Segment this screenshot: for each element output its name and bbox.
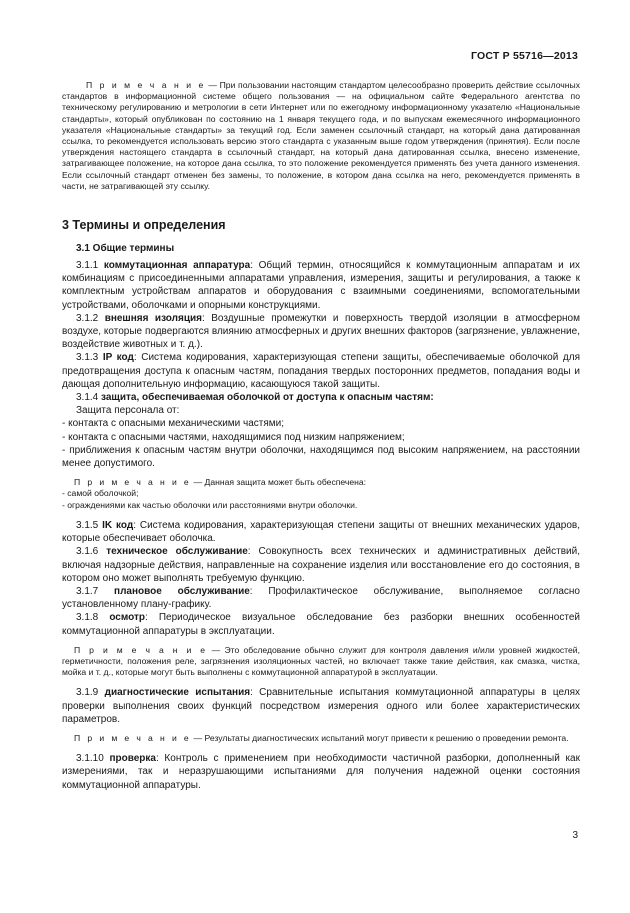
term-name: IP код	[102, 352, 134, 364]
page-number: 3	[572, 830, 578, 841]
term-number: 3.1.3	[76, 352, 103, 364]
term-definition: : Совокупность всех технических и административных действий, включая надзорные действия, направленные на сохранение изделия или восстановление его до состояния, в котором оно может выполнять требуемую функцию.	[62, 546, 580, 584]
term-number: 3.1.9	[76, 687, 105, 699]
term-3-1-3	[62, 351, 580, 391]
note-3-1-9	[62, 733, 580, 744]
term-definition: : Периодическое визуальное обследование без разборки внешних особенностей коммутационной аппаратуры в эксплуатации.	[62, 612, 580, 637]
note-text: — При пользовании настоящим стандартом целесообразно проверить действие ссылочных стандартов в информационной системе общего пользования — на официальном сайте Федерального агентства по техническому регулированию и метрологии в сети Интернет или по ежегодному информационному указателю «Национальные стандарты», который опубликован по состоянию на 1 января текущего года, и по выпускам ежемесячного информационного указателя «Национальные стандарты» за текущий год. Если заменен ссылочный стандарт, на который дана датированная ссылка, то рекомендуется использовать версию этого стандарта с указанным выше годом утверждения (принятия). Если после утверждения настоящего стандарта в ссылочный стандарт, на который дана датированная ссылка, внесено изменение, затрагивающее положение, на которое дана ссылка, то это положение рекомендуется применять без учета данного изменения. Если ссылочный стандарт отменен без замены, то положение, в котором дана ссылка на него, рекомендуется применять в части, не затрагивающей эту ссылку.	[62, 80, 580, 191]
term-name: коммутационная аппаратура	[103, 260, 251, 272]
note-text: — Результаты диагностических испытаний могут привести к решению о проведении ремонта.	[191, 732, 569, 743]
term-name: техническое обслуживание	[106, 546, 248, 558]
list-item: - контакта с опасными механическими частями;	[62, 418, 285, 430]
list-item: - контакта с опасными частями, находящимися под низким напряжением;	[62, 431, 405, 443]
term-name: плановое обслуживание	[114, 585, 250, 597]
note-text: — Это обследование обычно служит для контроля давления и/или уровней жидкостей, герметичности, положения реле, загрязнения изоляционных частей, но включает также такие действия, как смазка, чистка, мойка и т. д., которые могут быть выполнены с коммутационной аппаратурой в эксплуатации.	[62, 644, 580, 678]
term-name: защита, обеспечиваемая оболочкой от доступа к опасным частям:	[101, 392, 434, 404]
term-number: 3.1.10	[76, 753, 110, 765]
document-code-header: ГОСТ Р 55716—2013	[470, 50, 578, 62]
page-content	[62, 80, 580, 792]
term-3-1-6	[62, 545, 580, 585]
subsection-title: 3.1 Общие термины	[76, 243, 175, 255]
term-number: 3.1.4	[76, 392, 102, 404]
term-3-1-4	[62, 391, 580, 404]
note-label: П р и м е ч а н и е	[74, 477, 192, 488]
term-name: диагностические испытания	[104, 687, 251, 699]
note-label: П р и м е ч а н и е	[74, 644, 208, 655]
term-3-1-2	[62, 312, 580, 352]
section-title: 3 Термины и определения	[62, 218, 226, 233]
term-3-1-5	[62, 519, 580, 545]
term-number: 3.1.7	[76, 585, 115, 597]
term-3-1-4-intro: Защита персонала от:	[76, 405, 180, 417]
term-name: внешняя изоляция	[104, 312, 202, 324]
term-name: проверка	[109, 753, 156, 765]
note-references	[62, 80, 580, 192]
term-number: 3.1.1	[76, 260, 104, 272]
term-3-1-7	[62, 585, 580, 611]
term-3-1-8	[62, 611, 580, 637]
term-number: 3.1.6	[76, 546, 107, 558]
term-number: 3.1.5	[76, 519, 103, 531]
note-label: П р и м е ч а н и е	[86, 80, 206, 90]
list-item: - приближения к опасным частям внутри оболочки, находящимся под высоким напряжением, на расстоянии менее допустимого.	[62, 444, 580, 470]
note-text: — Данная защита может быть обеспечена:	[191, 477, 367, 488]
term-name: IK код	[102, 519, 134, 531]
note-label: П р и м е ч а н и е	[74, 732, 192, 743]
term-3-1-1	[62, 259, 580, 312]
term-definition: : Система кодирования, характеризующая степени защиты, обеспечиваемые оболочкой для предотвращения доступа к опасным частям, попадания твердых посторонних предметов, попадания воды и дающая дополнительную информацию, касающуюся такой защиты.	[62, 352, 580, 390]
term-number: 3.1.2	[76, 312, 105, 324]
term-definition: : Воздушные промежутки и поверхность твердой изоляции в атмосферном воздухе, которые подвергаются влиянию атмосферных и других внешних факторов (загрязнение, увлажнение, воздействие животных и т. д.).	[62, 312, 580, 351]
term-number: 3.1.8	[76, 612, 110, 624]
term-3-1-9	[62, 686, 580, 726]
term-definition: : Профилактическое обслуживание, выполняемое согласно установленному плану-графику.	[62, 585, 580, 611]
note-3-1-4	[62, 477, 580, 488]
note-list-item: - самой оболочкой;	[62, 488, 139, 499]
term-definition: : Контроль с применением при необходимости частичной разборки, дополненный как измерениями, так и неразрушающими испытаниями для получения надежной оценки состояния коммутационной аппаратуры.	[62, 753, 580, 791]
term-definition: : Система кодирования, характеризующая степени защиты от внешних механических ударов, которые обеспечивает оболочка.	[62, 519, 581, 545]
note-3-1-8	[62, 645, 580, 679]
term-definition: : Сравнительные испытания коммутационной аппаратуры в целях проверки выполнения своих функций посредством измерения одного или более характеристических параметров.	[62, 687, 580, 725]
note-list-item: - ограждениями как частью оболочки или расстояниями внутри оболочки.	[62, 499, 358, 510]
term-3-1-10	[62, 752, 580, 792]
term-name: осмотр	[109, 612, 145, 624]
term-definition: : Общий термин, относящийся к коммутационным аппаратам и их комбинациям с присоединенными аппаратами управления, измерения, защиты и регулирования, а также к комплектным устройствам аппаратов и оборудования с взаимными соединениями, вспомогательными устройствами, оболочками и опорными конструкциями.	[62, 260, 580, 311]
